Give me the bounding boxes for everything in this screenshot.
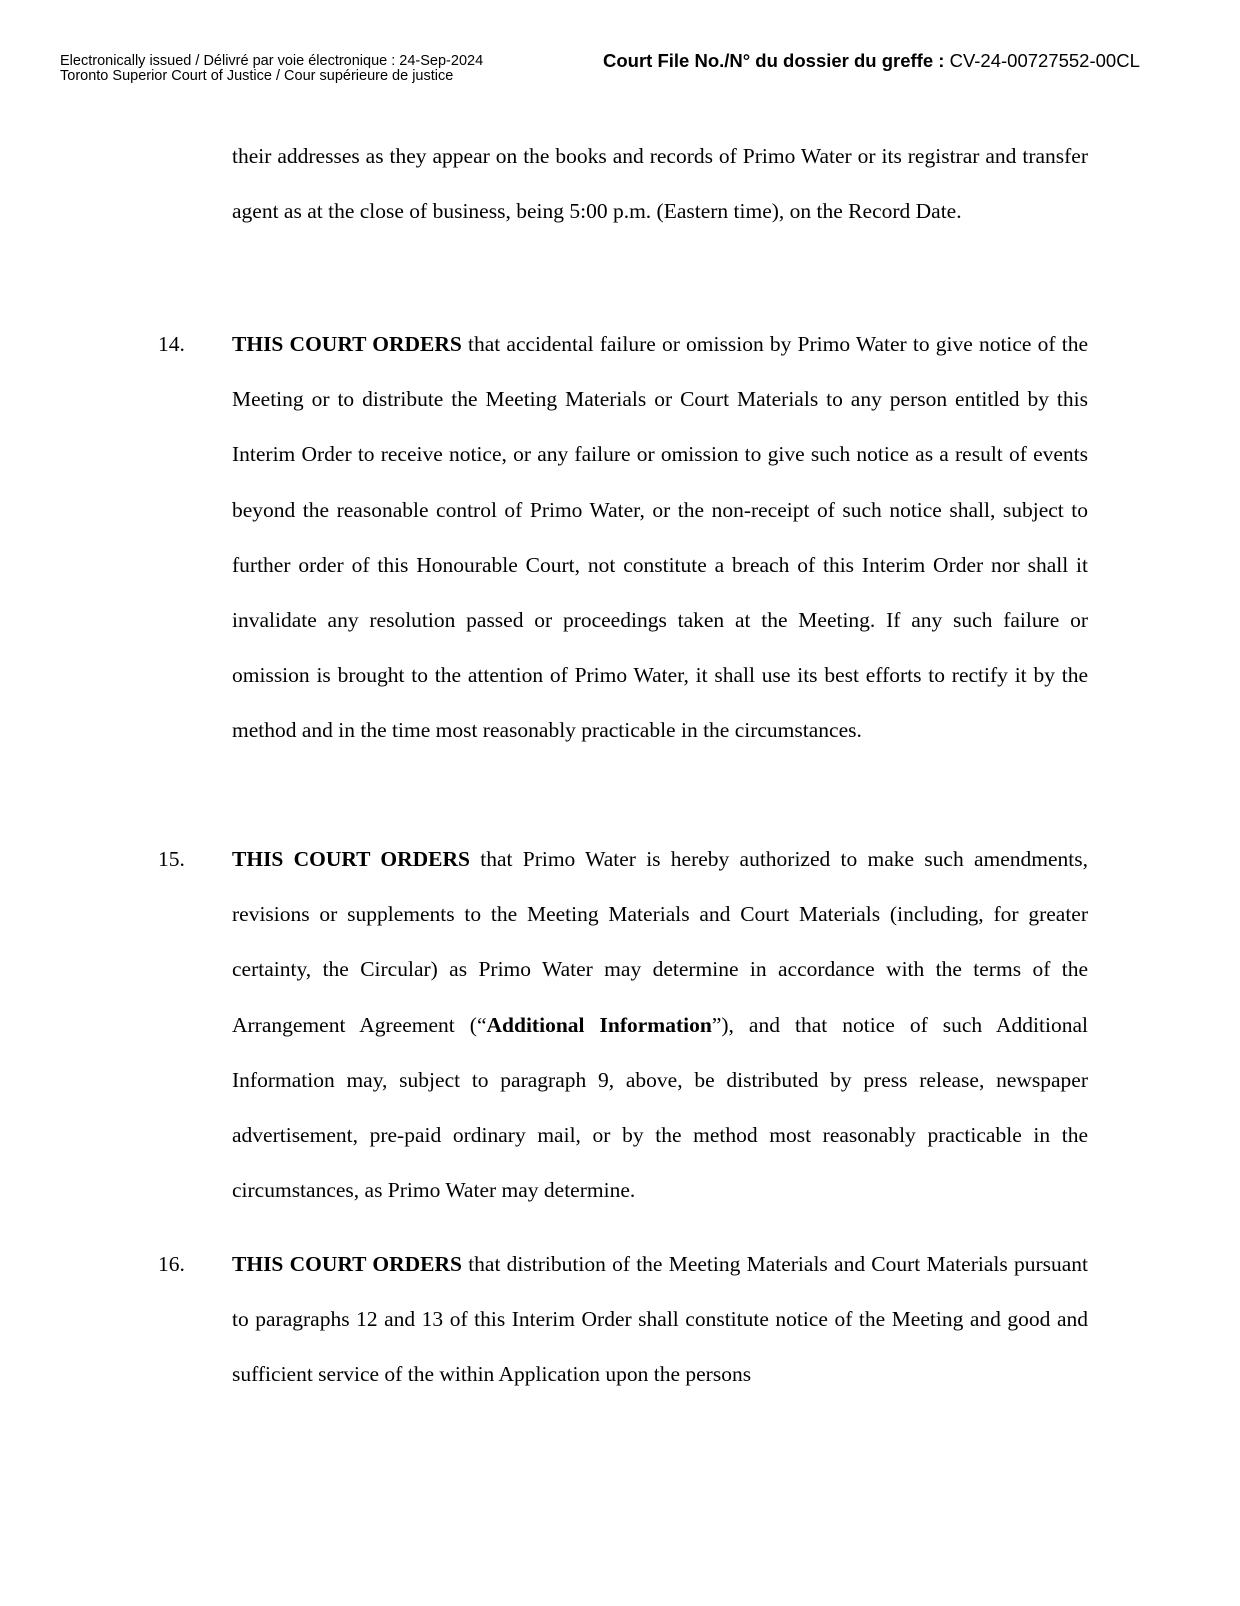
e-filing-stamp (60, 54, 483, 84)
continuation-text: their addresses as they appear on the books and records of Primo Water or its registrar and transfer agent as at the close of business, being 5:00 p.m. (Eastern time), on the Record Date. (232, 144, 1088, 224)
court-file-number (603, 50, 1140, 72)
file-number-value: CV-24-00727552-00CL (949, 50, 1140, 71)
paragraph-number-16: 16. (158, 1252, 185, 1276)
continuation-paragraph (232, 129, 1088, 239)
defined-term-additional-information: Additional Information (486, 1012, 712, 1037)
paragraph-14-text: that accidental failure or omission by Primo Water to give notice of the Meeting or to distribute the Meeting Materials or Court Materials to any person entitled by this Interim Order to receive notice, or any failure or omission to give such notice as a result of events beyond the reasonable control of Primo Water, or the non-receipt of such notice shall, subject to further order of this Honourable Court, not constitute a breach of this Interim Order nor shall it invalidate any resolution passed or proceedings taken at the Meeting. If any such failure or omission is brought to the attention of Primo Water, it shall use its best efforts to rectify it by the method and in the time most reasonably practicable in the circumstances. (232, 332, 1088, 743)
paragraph-16 (232, 1237, 1088, 1403)
issued-line: Electronically issued / Délivré par voie électronique : 24-Sep-2024 (60, 53, 484, 69)
paragraph-number-14: 14. (158, 332, 185, 356)
paragraph-15-text-a: that Primo Water is hereby authorized to make such amendments, revisions or supplements to the Meeting Materials and Court Materials (including, for greater certainty, the Circular) as Primo Water may determine in accordance with the terms of the Arrangement Agreement (“ (232, 847, 1088, 1037)
paragraph-14-lead: THIS COURT ORDERS (232, 332, 462, 356)
paragraph-15 (232, 832, 1088, 1218)
file-number-label: Court File No./N° du dossier du greffe : (603, 50, 945, 71)
paragraph-14 (232, 317, 1088, 759)
paragraph-15-lead: THIS COURT ORDERS (232, 847, 470, 871)
paragraph-15-text-b: ”), and that notice of such Additional Information may, subject to paragraph 9, above, be distributed by press release, newspaper advertisement, pre-paid ordinary mail, or by the method most reasonably practicable in the circumstances, as Primo Water may determine. (232, 1012, 1088, 1203)
paragraph-number-15: 15. (158, 847, 185, 871)
paragraph-16-text: that distribution of the Meeting Materials and Court Materials pursuant to paragraphs 12 and 13 of this Interim Order shall constitute notice of the Meeting and good and sufficient service of the within Application upon the persons (232, 1252, 1088, 1387)
paragraph-16-lead: THIS COURT ORDERS (232, 1252, 462, 1276)
court-line: Toronto Superior Court of Justice / Cour supérieure de justice (60, 68, 454, 84)
